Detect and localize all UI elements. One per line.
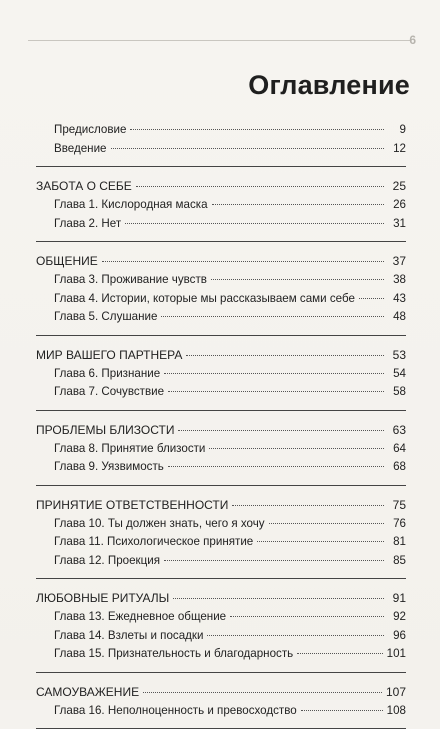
toc-entry[interactable] bbox=[36, 292, 406, 311]
toc-section-page: 75 bbox=[388, 498, 406, 512]
toc-entry-title: Глава 16. Неполноценность и превосходство bbox=[54, 704, 297, 717]
toc-entry-title: Глава 10. Ты должен знать, чего я хочу bbox=[54, 517, 265, 530]
dot-leader bbox=[207, 635, 384, 636]
toc-section-page: 107 bbox=[386, 685, 406, 699]
toc-entry-title: Глава 13. Ежедневное общение bbox=[54, 610, 226, 623]
toc-section-page: 37 bbox=[388, 254, 406, 268]
toc-entry-page: 92 bbox=[388, 610, 406, 623]
toc-entry-page: 64 bbox=[388, 442, 406, 455]
toc-entry[interactable] bbox=[36, 517, 406, 536]
toc-section-page: 91 bbox=[388, 591, 406, 605]
dot-leader bbox=[164, 373, 384, 374]
toc-entry-title: Глава 12. Проекция bbox=[54, 554, 160, 567]
section-divider bbox=[36, 241, 406, 242]
toc-section-title: ОБЩЕНИЕ bbox=[36, 254, 98, 268]
toc-section-page: 25 bbox=[388, 179, 406, 193]
section-divider bbox=[36, 485, 406, 486]
section-divider bbox=[36, 166, 406, 167]
dot-leader bbox=[269, 523, 384, 524]
toc-entry-title: Глава 1. Кислородная маска bbox=[54, 198, 208, 211]
toc-entry-page: 38 bbox=[388, 273, 406, 286]
dot-leader bbox=[173, 598, 384, 599]
toc-block bbox=[36, 123, 406, 167]
toc-block bbox=[36, 179, 406, 242]
dot-leader bbox=[143, 692, 382, 693]
toc-entry-title: Глава 2. Нет bbox=[54, 217, 121, 230]
toc-entry-page: 9 bbox=[388, 123, 406, 136]
toc-entry[interactable] bbox=[36, 123, 406, 142]
toc-entry-page: 31 bbox=[388, 217, 406, 230]
toc-entry[interactable] bbox=[36, 217, 406, 236]
dot-leader bbox=[297, 653, 382, 654]
toc-entry-title: Глава 8. Принятие близости bbox=[54, 442, 205, 455]
toc-section[interactable] bbox=[36, 685, 406, 704]
toc-block bbox=[36, 591, 406, 673]
toc-entry-page: 81 bbox=[388, 535, 406, 548]
dot-leader bbox=[230, 616, 384, 617]
toc-entry[interactable] bbox=[36, 535, 406, 554]
dot-leader bbox=[164, 560, 384, 561]
toc-entry[interactable] bbox=[36, 385, 406, 404]
toc-entry-page: 12 bbox=[388, 142, 406, 155]
toc-entry-title: Глава 5. Слушание bbox=[54, 310, 157, 323]
toc-entry-page: 96 bbox=[388, 629, 406, 642]
toc-entry-title: Глава 9. Уязвимость bbox=[54, 460, 164, 473]
dot-leader bbox=[111, 148, 385, 149]
page-title: Оглавление bbox=[0, 70, 410, 101]
toc-entry-page: 76 bbox=[388, 517, 406, 530]
table-of-contents bbox=[36, 123, 406, 729]
toc-entry-page: 43 bbox=[388, 292, 406, 305]
section-divider bbox=[36, 410, 406, 411]
dot-leader bbox=[359, 298, 384, 299]
dot-leader bbox=[125, 223, 384, 224]
toc-block bbox=[36, 348, 406, 411]
toc-section-title: ПРИНЯТИЕ ОТВЕТСТВЕННОСТИ bbox=[36, 498, 228, 512]
toc-entry[interactable] bbox=[36, 273, 406, 292]
toc-section-title: ПРОБЛЕМЫ БЛИЗОСТИ bbox=[36, 423, 174, 437]
toc-section-title: ЗАБОТА О СЕБЕ bbox=[36, 179, 132, 193]
toc-entry[interactable] bbox=[36, 460, 406, 479]
toc-entry-title: Глава 7. Сочувствие bbox=[54, 385, 164, 398]
header-rule bbox=[28, 40, 410, 41]
toc-section-title: ЛЮБОВНЫЕ РИТУАЛЫ bbox=[36, 591, 169, 605]
dot-leader bbox=[102, 261, 384, 262]
toc-entry[interactable] bbox=[36, 198, 406, 217]
toc-entry[interactable] bbox=[36, 554, 406, 573]
toc-entry-page: 85 bbox=[388, 554, 406, 567]
toc-entry-title: Глава 4. Истории, которые мы рассказываем сами себе bbox=[54, 292, 355, 305]
toc-entry-title: Глава 15. Признательность и благодарность bbox=[54, 647, 293, 660]
toc-section-title: САМОУВАЖЕНИЕ bbox=[36, 685, 139, 699]
toc-entry[interactable] bbox=[36, 647, 406, 666]
toc-entry[interactable] bbox=[36, 442, 406, 461]
toc-section[interactable] bbox=[36, 254, 406, 273]
dot-leader bbox=[168, 466, 384, 467]
section-divider bbox=[36, 335, 406, 336]
toc-section-title: МИР ВАШЕГО ПАРТНЕРА bbox=[36, 348, 182, 362]
dot-leader bbox=[130, 129, 384, 130]
toc-entry-page: 58 bbox=[388, 385, 406, 398]
toc-entry[interactable] bbox=[36, 142, 406, 161]
dot-leader bbox=[168, 391, 384, 392]
toc-entry-page: 26 bbox=[388, 198, 406, 211]
toc-entry-title: Глава 6. Признание bbox=[54, 367, 160, 380]
toc-entry-title: Глава 11. Психологическое принятие bbox=[54, 535, 253, 548]
toc-section-page: 53 bbox=[388, 348, 406, 362]
toc-section[interactable] bbox=[36, 498, 406, 517]
toc-entry-title: Глава 3. Проживание чувств bbox=[54, 273, 207, 286]
toc-block bbox=[36, 685, 406, 729]
section-divider bbox=[36, 672, 406, 673]
page-number: 6 bbox=[409, 33, 416, 47]
dot-leader bbox=[136, 186, 384, 187]
toc-entry[interactable] bbox=[36, 610, 406, 629]
toc-block bbox=[36, 423, 406, 486]
toc-block bbox=[36, 498, 406, 580]
toc-entry-title: Введение bbox=[54, 142, 107, 155]
toc-entry-page: 54 bbox=[388, 367, 406, 380]
toc-entry[interactable] bbox=[36, 704, 406, 723]
dot-leader bbox=[232, 505, 384, 506]
dot-leader bbox=[209, 448, 384, 449]
toc-section-page: 63 bbox=[388, 423, 406, 437]
dot-leader bbox=[211, 279, 384, 280]
toc-section[interactable] bbox=[36, 348, 406, 367]
toc-entry-page: 68 bbox=[388, 460, 406, 473]
toc-entry-title: Глава 14. Взлеты и посадки bbox=[54, 629, 203, 642]
dot-leader bbox=[212, 204, 384, 205]
toc-entry-title: Предисловие bbox=[54, 123, 126, 136]
toc-block bbox=[36, 254, 406, 336]
toc-entry[interactable] bbox=[36, 367, 406, 386]
toc-section[interactable] bbox=[36, 423, 406, 442]
toc-entry-page: 108 bbox=[387, 704, 406, 717]
toc-section[interactable] bbox=[36, 179, 406, 198]
dot-leader bbox=[161, 316, 384, 317]
toc-entry-page: 48 bbox=[388, 310, 406, 323]
dot-leader bbox=[257, 541, 384, 542]
section-divider bbox=[36, 578, 406, 579]
dot-leader bbox=[186, 355, 384, 356]
toc-section[interactable] bbox=[36, 591, 406, 610]
toc-entry[interactable] bbox=[36, 629, 406, 648]
dot-leader bbox=[178, 430, 384, 431]
toc-entry-page: 101 bbox=[387, 647, 406, 660]
toc-entry[interactable] bbox=[36, 310, 406, 329]
dot-leader bbox=[301, 710, 383, 711]
